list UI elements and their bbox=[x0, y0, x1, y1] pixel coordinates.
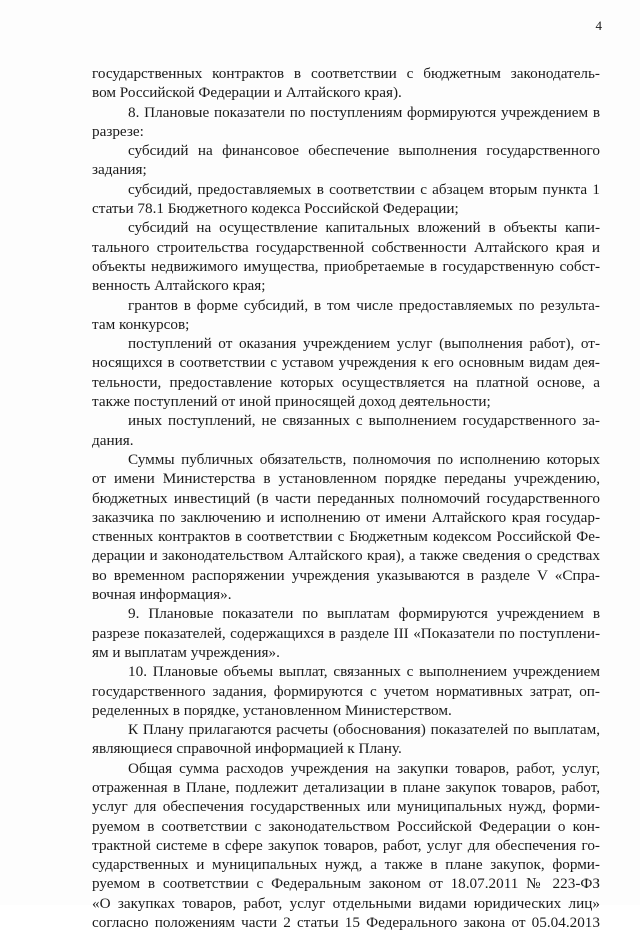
text-line: дания. bbox=[92, 431, 134, 449]
text-line: 9. Плановые показатели по выплатам формируются учреждением в bbox=[128, 605, 600, 623]
text-line: иных поступлений, не связанных с выполнением государственного за- bbox=[128, 412, 600, 430]
text-line: носящихся в соответствии с уставом учреждения к его основным видам дея- bbox=[92, 354, 600, 372]
text-line: руемом в соответствии с законодательством Российской Федерации о кон- bbox=[92, 817, 600, 835]
text-line: от имени Министерства в установленном порядке переданы учреждению, bbox=[92, 470, 600, 488]
text-line: государственного задания, формируются с учетом нормативных затрат, оп- bbox=[92, 682, 600, 700]
document-body bbox=[92, 64, 600, 932]
text-line: там конкурсов; bbox=[92, 315, 190, 333]
text-line: тельности, предоставление которых осуществляется на платной основе, а bbox=[92, 373, 600, 391]
text-line: 10. Плановые объемы выплат, связанных с выполнением учреждением bbox=[128, 663, 600, 681]
text-line: Общая сумма расходов учреждения на закупки товаров, работ, услуг, bbox=[128, 759, 600, 777]
text-line: вом Российской Федерации и Алтайского края). bbox=[92, 84, 402, 102]
text-line: вочная информация». bbox=[92, 586, 232, 604]
text-line: руемом в соответствии с Федеральным законом от 18.07.2011 № 223-ФЗ bbox=[92, 875, 600, 893]
page-number: 4 bbox=[595, 18, 602, 33]
text-line: ределенных в порядке, установленном Министерством. bbox=[92, 701, 452, 719]
text-line: заказчика по заключению и исполнению от имени Алтайского края государ- bbox=[92, 508, 600, 526]
text-line: «О закупках товаров, работ, услуг отдельными видами юридических лиц» bbox=[92, 894, 600, 912]
text-line: ям и выплатам учреждения». bbox=[92, 643, 280, 661]
text-line: субсидий на финансовое обеспечение выполнения государственного bbox=[128, 142, 600, 160]
text-line: грантов в форме субсидий, в том числе предоставляемых по результа- bbox=[128, 296, 600, 314]
text-line: К Плану прилагаются расчеты (обоснования) показателей по выплатам, bbox=[128, 721, 600, 739]
text-line: разрезе: bbox=[92, 122, 144, 140]
text-line: задания; bbox=[92, 161, 147, 179]
text-line: объекты недвижимого имущества, приобретаемые в государственную собст- bbox=[92, 257, 600, 275]
text-line: являющиеся справочной информацией к Плану. bbox=[92, 740, 402, 758]
text-line: поступлений от оказания учреждением услуг (выполнения работ), от- bbox=[128, 335, 600, 353]
text-line: тального строительства государственной собственности Алтайского края и bbox=[92, 238, 600, 256]
text-line: субсидий на осуществление капитальных вложений в объекты капи- bbox=[128, 219, 600, 237]
text-line: согласно положениям части 2 статьи 15 Федерального закона от 05.04.2013 bbox=[92, 914, 600, 932]
text-line: бюджетных инвестиций (в части переданных полномочий государственного bbox=[92, 489, 600, 507]
text-line: венность Алтайского края; bbox=[92, 277, 266, 295]
text-line: Суммы публичных обязательств, полномочия по исполнению которых bbox=[128, 450, 600, 468]
text-line: отраженная в Плане, подлежит детализации в плане закупок товаров, работ, bbox=[92, 778, 600, 796]
text-line: трактной системе в сфере закупок товаров, работ, услуг для обеспечения го- bbox=[92, 836, 600, 854]
text-line: также поступлений от иной приносящей доход деятельности; bbox=[92, 393, 491, 411]
text-line: услуг для обеспечения государственных или муниципальных нужд, форми- bbox=[92, 798, 600, 816]
text-line: субсидий, предоставляемых в соответствии с абзацем вторым пункта 1 bbox=[128, 180, 600, 198]
text-line: сударственных и муниципальных нужд, а также в плане закупок, форми- bbox=[92, 856, 600, 874]
text-line: во временном распоряжении учреждения указываются в разделе V «Спра- bbox=[92, 566, 600, 584]
text-line: дерации и законодательством Алтайского края), а также сведения о средствах bbox=[92, 547, 600, 565]
text-line: государственных контрактов в соответствии с бюджетным законодатель- bbox=[92, 65, 600, 82]
text-line: статьи 78.1 Бюджетного кодекса Российской Федерации; bbox=[92, 200, 459, 218]
text-line: разрезе показателей, содержащихся в разделе III «Показатели по поступлени- bbox=[92, 624, 600, 642]
text-line: 8. Плановые показатели по поступлениям формируются учреждением в bbox=[128, 103, 600, 121]
text-line: ственных контрактов в соответствии с Бюджетным кодексом Российской Фе- bbox=[92, 528, 600, 546]
